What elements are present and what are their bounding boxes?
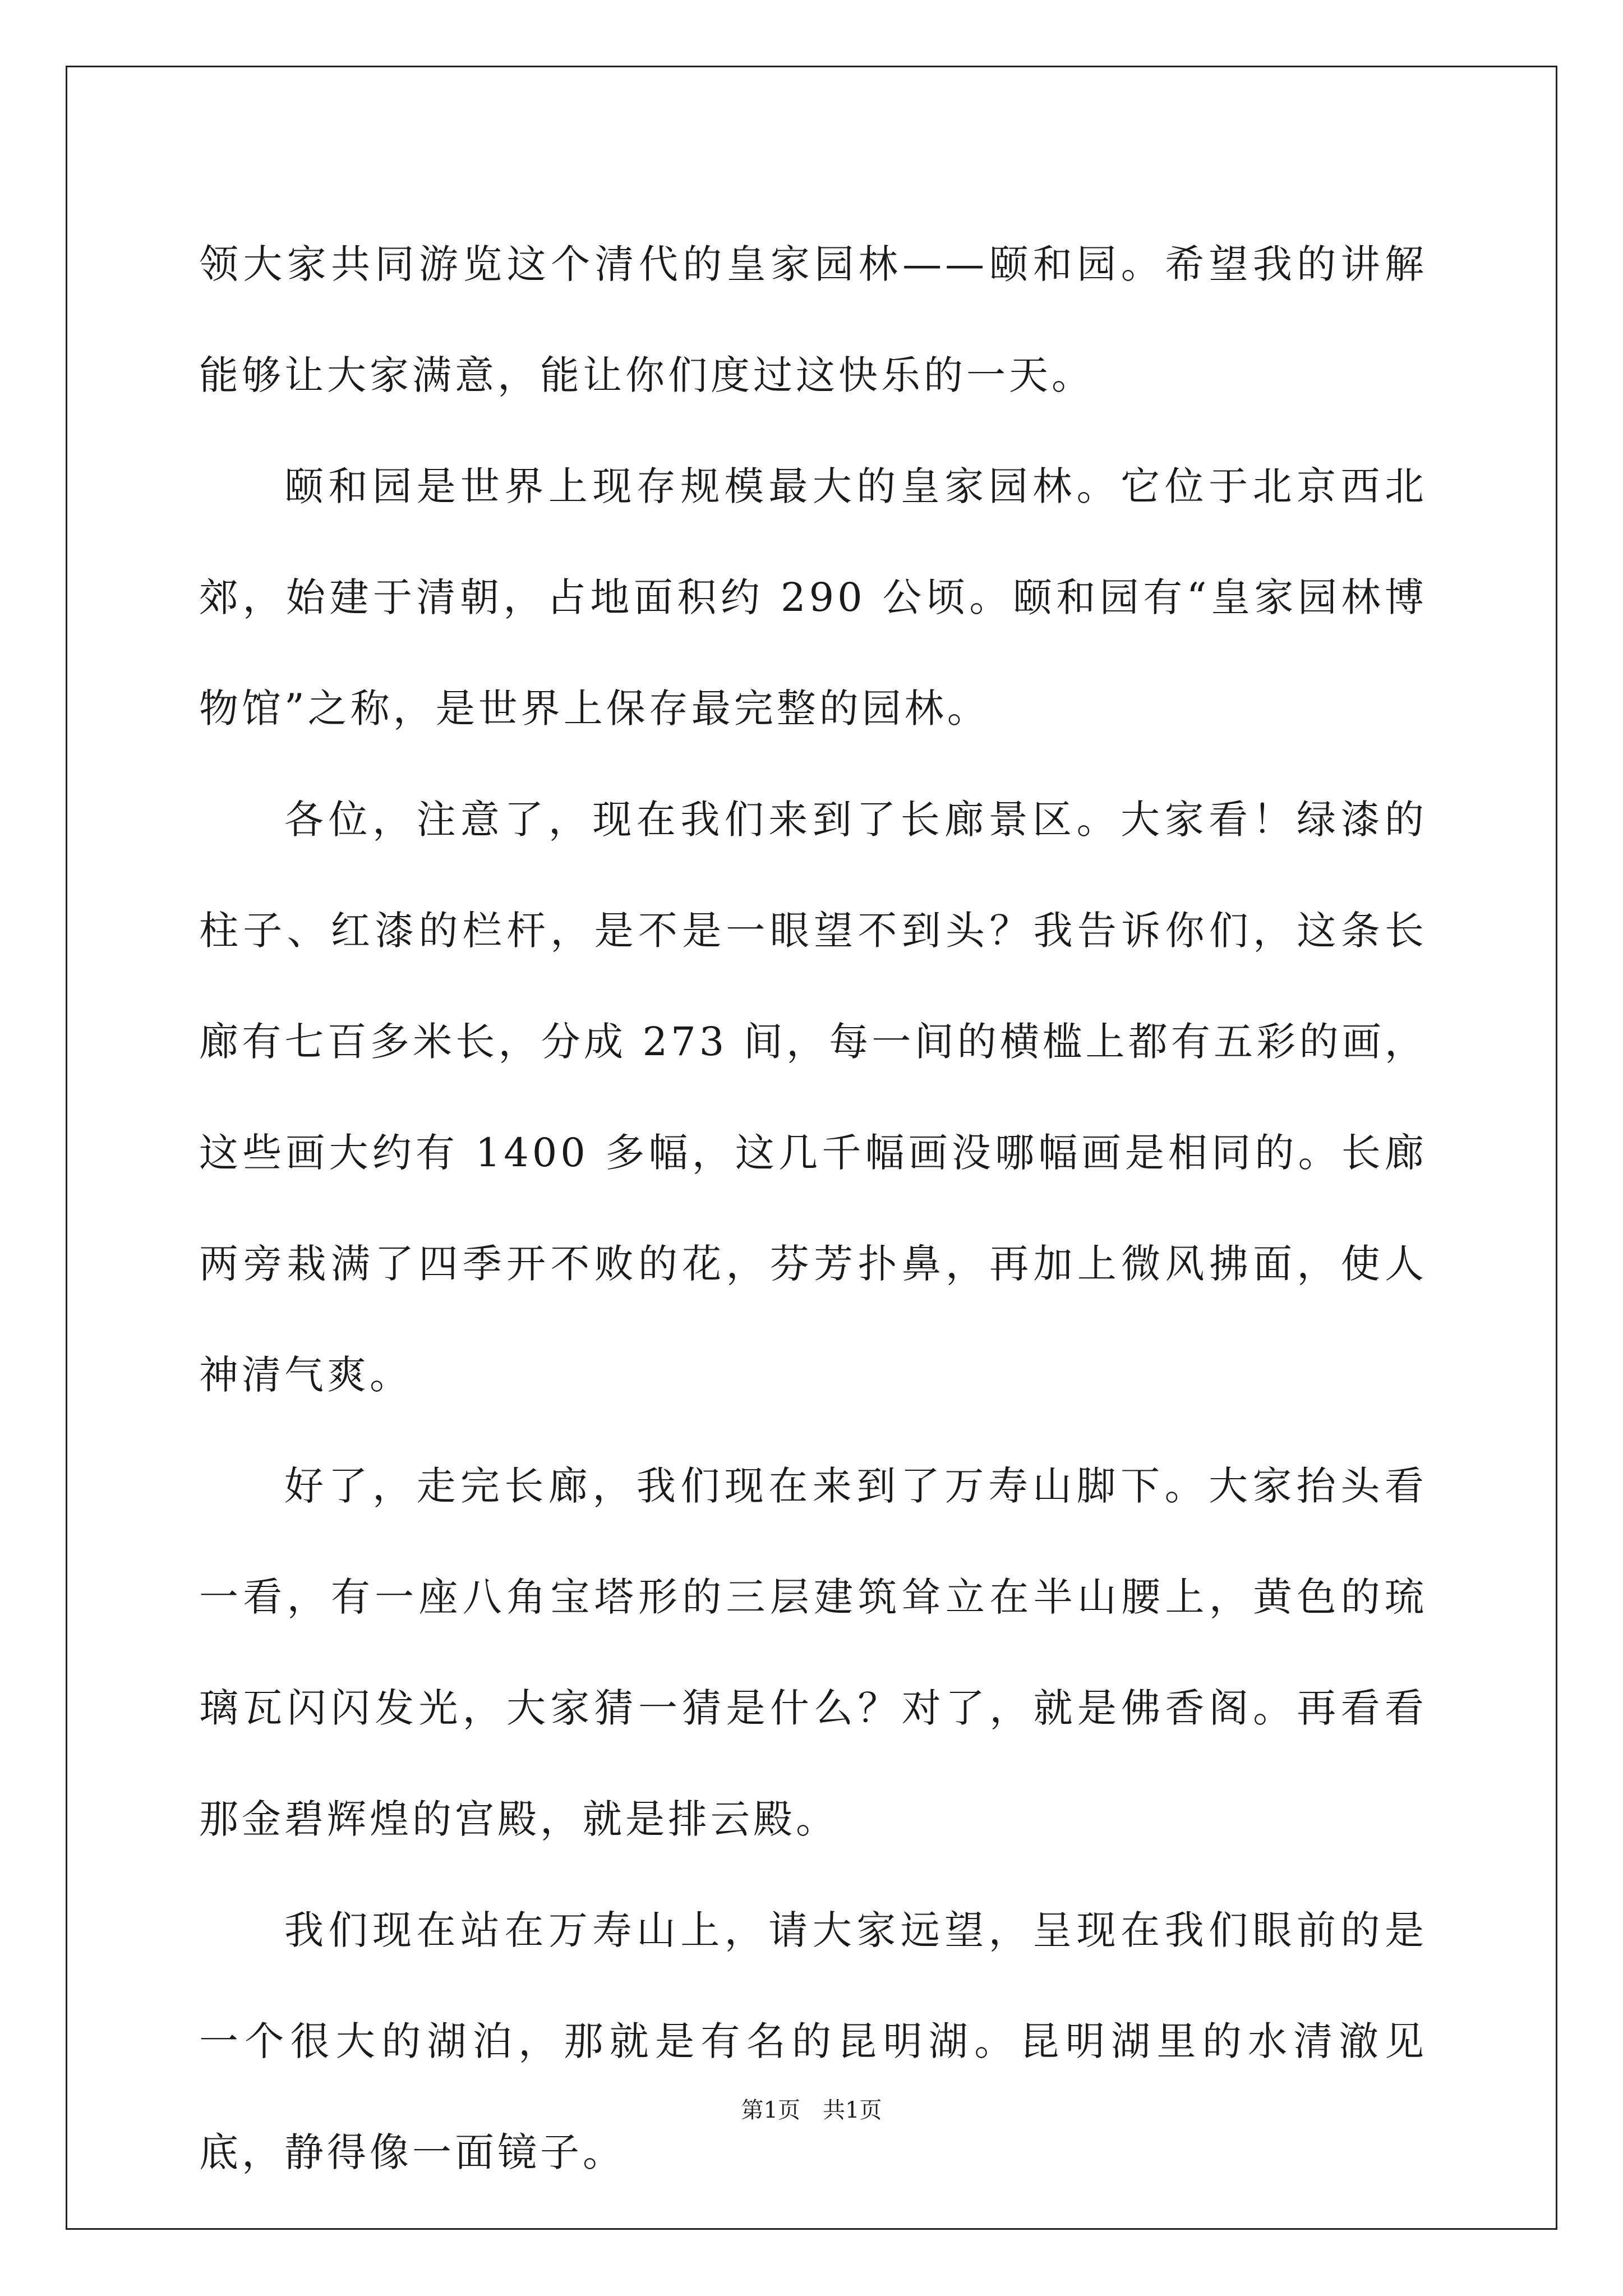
paragraph-overview: 颐和园是世界上现存规模最大的皇家园林。它位于北京西北郊，始建于清朝，占地面积约 290 公顷。颐和园有“皇家园林博物馆”之称，是世界上保存最完整的园林。 [199,463,1427,731]
page-total: 共1页 [823,2097,882,2123]
paragraph-longevity-hill: 好了，走完长廊，我们现在来到了万寿山脚下。大家抬头看一看，有一座八角宝塔形的三层建筑耸立在半山腰上，黄色的琉璃瓦闪闪发光，大家猜一猜是什么？对了，就是佛香阁。再看看那金碧辉煌的宫殿，就是排云殿。 [199,1463,1427,1842]
document-body [199,209,1427,2208]
page-number: 第1页 [741,2097,800,2123]
paragraph-long-corridor: 各位，注意了，现在我们来到了长廊景区。大家看！绿漆的柱子、红漆的栏杆，是不是一眼望不到头？我告诉你们，这条长廊有七百多米长，分成 273 间，每一间的横槛上都有五彩的画，这些画大约有 1400 多幅，这几千幅画没哪幅画是相同的。长廊两旁栽满了四季开不败的花，芬芳扑鼻，再加上微风拂面，使人神清气爽。 [199,797,1427,1398]
paragraph-kunming-lake: 我们现在站在万寿山上，请大家远望，呈现在我们眼前的是一个很大的湖泊，那就是有名的昆明湖。昆明湖里的水清澈见底，静得像一面镜子。 [199,1907,1427,2175]
page-footer [0,2092,1623,2124]
paragraph-intro: 领大家共同游览这个清代的皇家园林——颐和园。希望我的讲解能够让大家满意，能让你们度过这快乐的一天。 [199,241,1427,398]
